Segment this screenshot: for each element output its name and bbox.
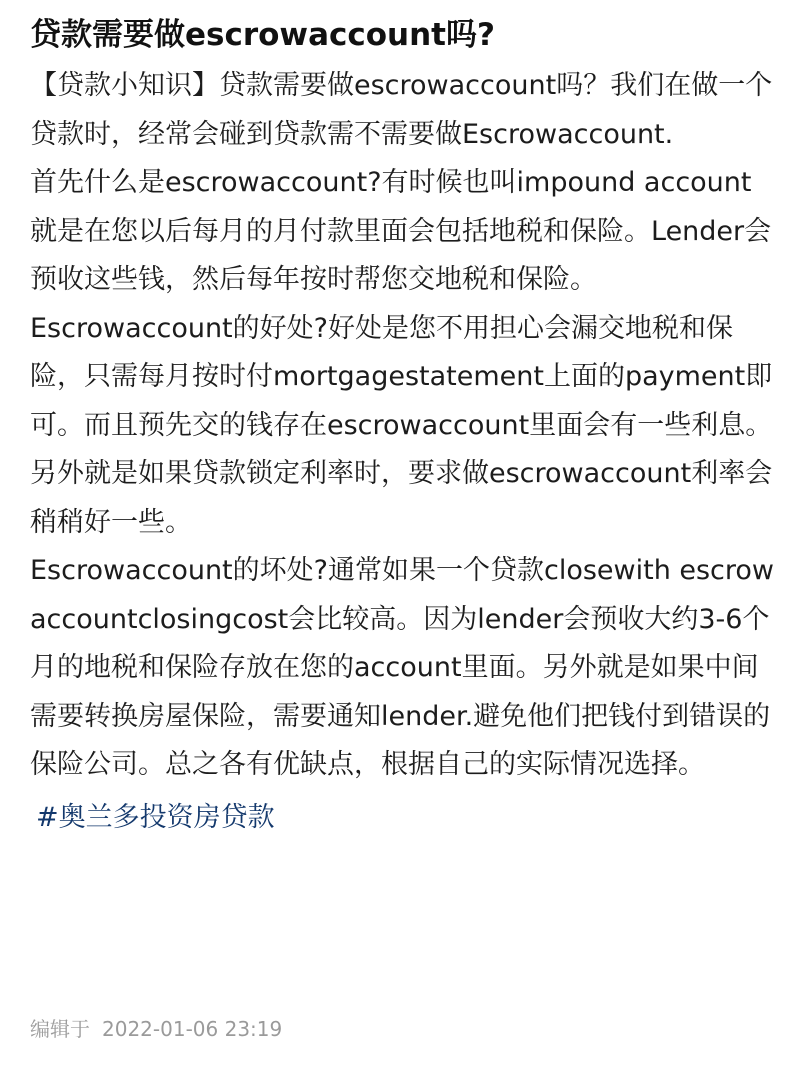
paragraph-advantages: Escrowaccount的好处?好处是您不用担心会漏交地税和保险，只需每月按时付mortgagestatement上面的payment即可。而且预先交的钱存在escrowaccount里面会有一些利息。另外就是如果贷款锁定利率时，要求做escrowaccount利率会稍稍好一些。 <box>30 312 773 538</box>
edit-timestamp <box>30 1014 294 1044</box>
hashtag-link[interactable]: #奥兰多投资房贷款 <box>36 801 275 833</box>
edited-label: 编辑于 <box>30 1017 90 1041</box>
paragraph-definition: 首先什么是escrowaccount?有时候也叫impound account就是在您以后每月的月付款里面会包括地税和保险。Lender会预收这些钱，然后每年按时帮您交地税和保险。 <box>30 167 772 295</box>
post-title: 贷款需要做escrowaccount吗? <box>30 17 495 53</box>
paragraph-intro: 【贷款小知识】贷款需要做escrowaccount吗？我们在做一个贷款时，经常会碰到贷款需不需要做Escrowaccount. <box>30 70 773 150</box>
post-container <box>30 14 775 840</box>
timestamp-value: 2022-01-06 23:19 <box>102 1017 283 1041</box>
post-content <box>30 62 775 790</box>
paragraph-disadvantages: Escrowaccount的坏处?通常如果一个贷款closewith escrow accountclosingcost会比较高。因为lender会预收大约3-6个月的地税和保险存放在您的account里面。另外就是如果中间需要转换房屋保险，需要通知lender.避免他们把钱付到错误的保险公司。总之各有优缺点，根据自己的实际情况选择。 <box>30 555 775 780</box>
